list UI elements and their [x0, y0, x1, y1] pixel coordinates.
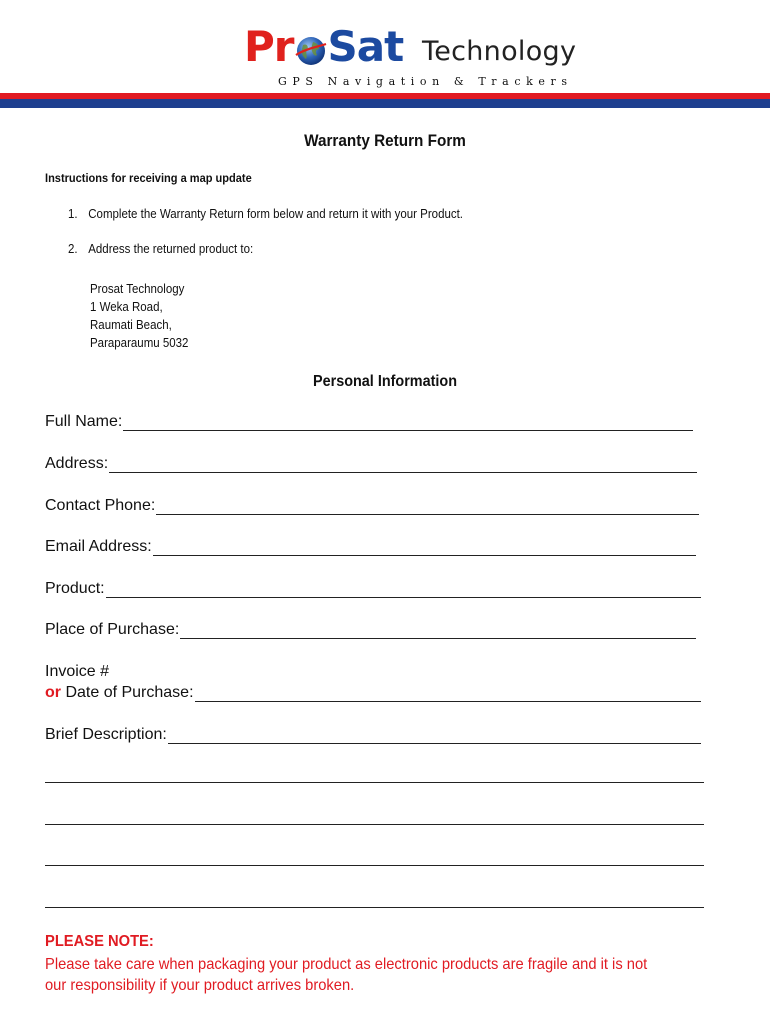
- address-line-2: 1 Weka Road,: [90, 300, 163, 314]
- invoice-label-row: [45, 663, 245, 681]
- instructions-heading: Instructions for receiving a map update: [45, 171, 252, 185]
- address-line-1: Prosat Technology: [90, 282, 185, 296]
- address-line[interactable]: [109, 459, 697, 473]
- logo-tagline: GPS Navigation & Trackers: [278, 75, 573, 88]
- product-field[interactable]: [45, 580, 701, 598]
- step-number: 2.: [68, 242, 78, 256]
- contact-phone-label: Contact Phone:: [45, 497, 156, 514]
- step-text: Complete the Warranty Return form below and return it with your Product.: [88, 207, 464, 221]
- date-label-text: Date of Purchase:: [61, 684, 194, 701]
- brief-description-label: Brief Description:: [45, 726, 167, 743]
- note-text: Please take care when packaging your product as electronic products are fragile and it is not our responsibility if your product arrives broken.: [45, 956, 648, 994]
- note-heading: PLEASE NOTE:: [45, 933, 154, 950]
- instruction-step-2: [68, 242, 253, 256]
- step-text: Address the returned product to:: [88, 242, 254, 256]
- email-label: Email Address:: [45, 538, 152, 555]
- company-logo: [244, 24, 584, 94]
- brief-description-field[interactable]: [45, 726, 701, 744]
- or-label: or: [45, 684, 61, 701]
- instruction-step-1: [68, 207, 463, 221]
- personal-info-heading: Personal Information: [312, 373, 458, 390]
- return-address: [90, 280, 188, 352]
- logo-brand-suffix: Technology: [422, 36, 577, 67]
- description-blank-line-4[interactable]: [45, 907, 704, 908]
- date-of-purchase-line[interactable]: [195, 688, 701, 702]
- invoice-label: Invoice #: [45, 663, 110, 680]
- product-line[interactable]: [106, 584, 701, 598]
- full-name-line[interactable]: [123, 417, 693, 431]
- address-line-3: Raumati Beach,: [90, 318, 172, 332]
- full-name-field[interactable]: [45, 413, 693, 431]
- contact-phone-line[interactable]: [156, 501, 699, 515]
- place-of-purchase-line[interactable]: [180, 625, 696, 639]
- email-line[interactable]: [153, 542, 696, 556]
- date-of-purchase-field[interactable]: [45, 684, 701, 702]
- logo-brand-sat: Sat: [327, 22, 404, 71]
- description-blank-line-1[interactable]: [45, 782, 704, 783]
- contact-phone-field[interactable]: [45, 497, 699, 515]
- product-label: Product:: [45, 580, 105, 597]
- date-of-purchase-label: [45, 684, 194, 702]
- place-of-purchase-label: Place of Purchase:: [45, 621, 180, 638]
- step-number: 1.: [68, 207, 78, 221]
- brief-description-line[interactable]: [168, 730, 701, 744]
- address-line-4: Paraparaumu 5032: [90, 336, 189, 350]
- description-blank-line-2[interactable]: [45, 824, 704, 825]
- description-blank-line-3[interactable]: [45, 865, 704, 866]
- full-name-label: Full Name:: [45, 413, 123, 430]
- page-title: Warranty Return Form: [304, 131, 466, 150]
- address-label: Address:: [45, 455, 109, 472]
- globe-icon: [295, 35, 327, 67]
- email-field[interactable]: [45, 538, 696, 556]
- place-of-purchase-field[interactable]: [45, 621, 696, 639]
- logo-brand-pr: Pr: [244, 22, 294, 71]
- address-field[interactable]: [45, 455, 697, 473]
- header-band-blue: [0, 99, 770, 108]
- logo-wordmark: [244, 24, 403, 70]
